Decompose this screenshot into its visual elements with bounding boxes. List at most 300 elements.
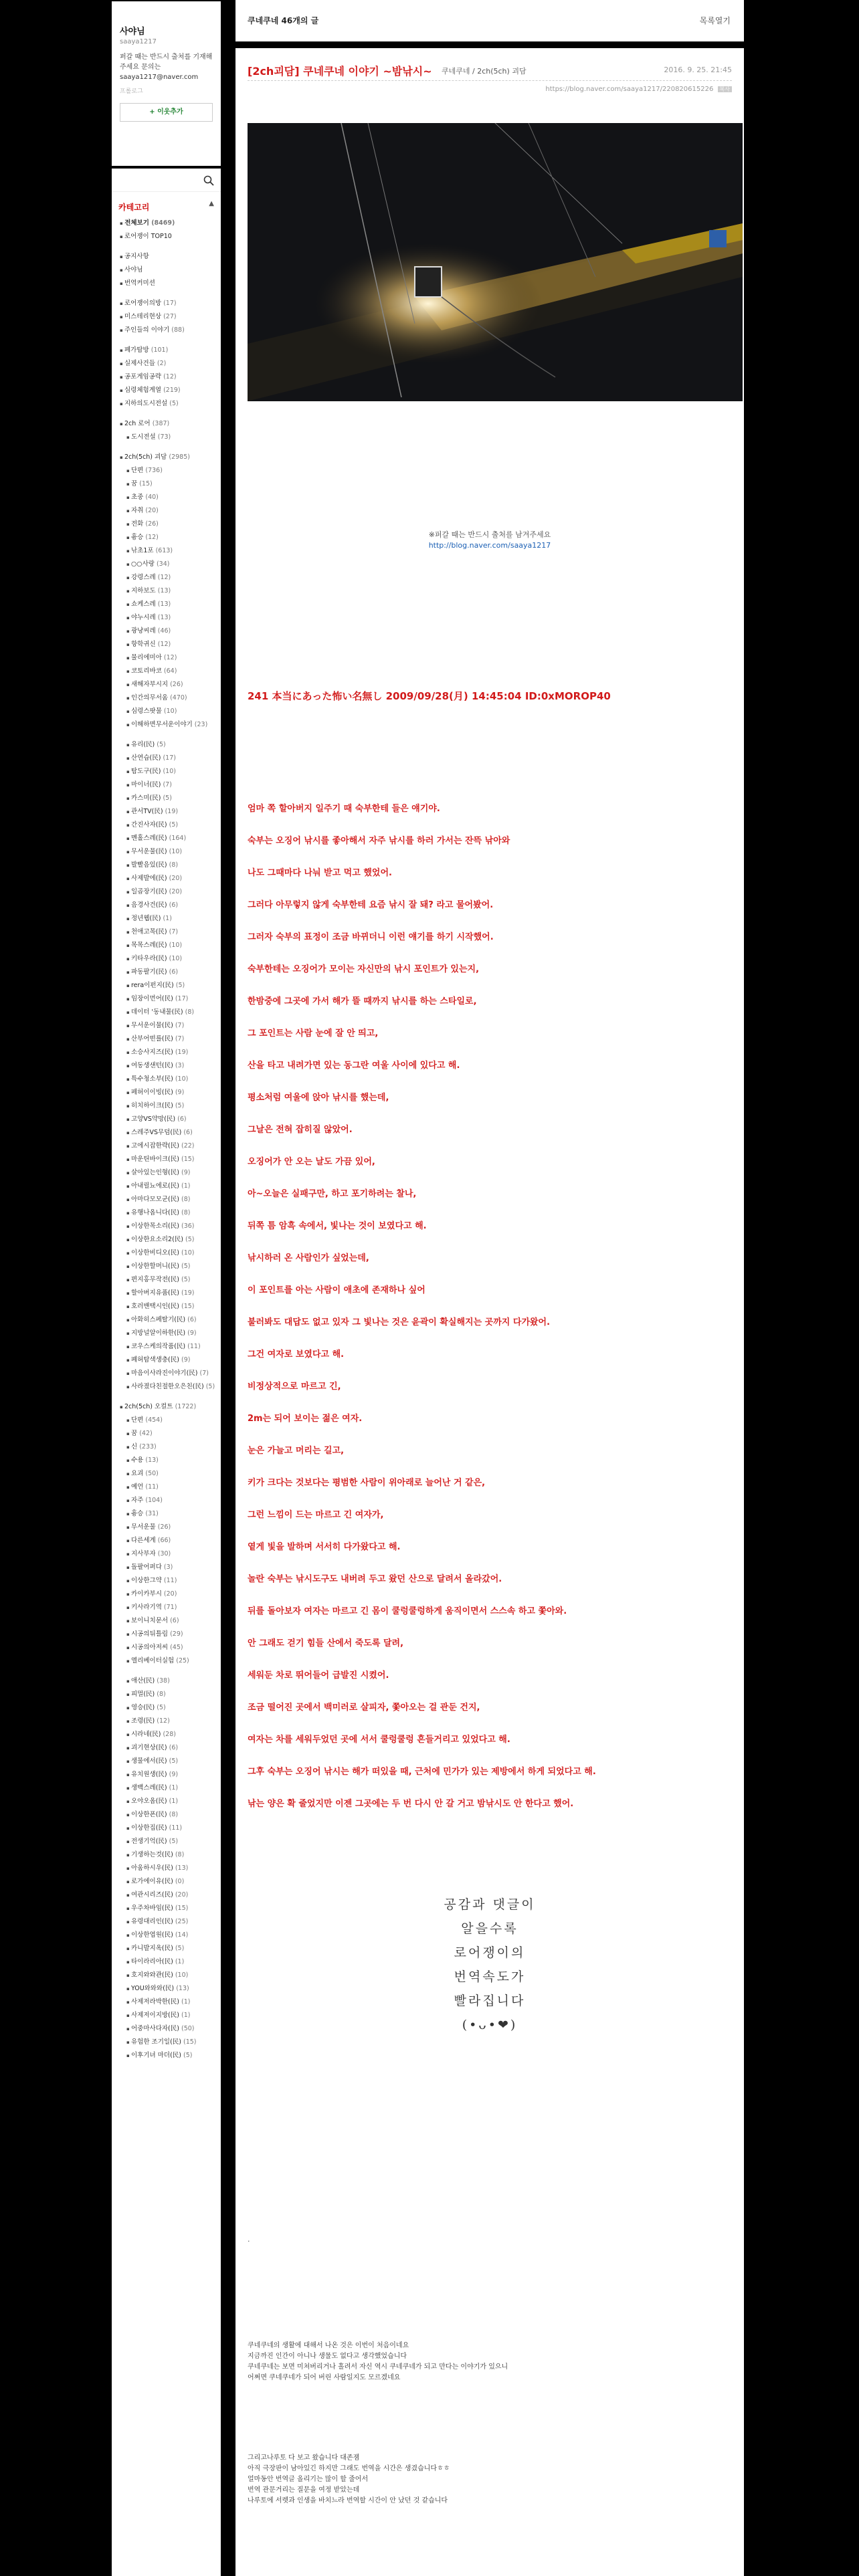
category-item[interactable]	[120, 1380, 221, 1394]
category-item[interactable]	[120, 1400, 221, 1414]
category-item[interactable]	[120, 1287, 221, 1300]
story-line: 키가 크다는 것보다는 평범한 사람이 위아래로 늘어난 거 같은,	[248, 1478, 486, 1488]
category-item[interactable]	[120, 1073, 221, 1086]
watermark	[235, 530, 744, 551]
category-item-count: (11)	[187, 1343, 201, 1350]
category-item[interactable]	[120, 1875, 221, 1889]
category-item-label: 파동팔기(民)	[130, 968, 167, 976]
category-item-label: 마이너(民)	[130, 781, 161, 788]
category-item[interactable]	[120, 979, 221, 992]
post-category[interactable]: 쿠네쿠네 / 2ch(5ch) 괴담	[442, 67, 527, 76]
category-item-count: (5)	[181, 1263, 191, 1270]
category-item-count: (12)	[163, 373, 177, 381]
story-line: 조금 떨어진 곳에서 백미러로 살피자, 쫓아오는 걸 관둔 건지,	[248, 1703, 480, 1713]
category-item[interactable]	[120, 518, 221, 531]
category-item-count: (6)	[169, 1744, 179, 1751]
category-item-count: (9)	[169, 1771, 179, 1778]
photo-illustration	[248, 123, 743, 401]
category-item[interactable]	[120, 384, 221, 397]
category-item[interactable]	[120, 431, 221, 444]
category-item-label: 무서운물	[130, 1523, 156, 1531]
story-line: 숙부한테는 오징어가 모이는 자신만의 낚시 포인트가 있는지,	[248, 964, 480, 974]
watermark-link[interactable]: http://blog.naver.com/saaya1217	[428, 541, 551, 550]
category-item[interactable]	[120, 738, 221, 752]
category-item[interactable]	[120, 939, 221, 952]
category-item[interactable]	[120, 417, 221, 431]
story-line: 그 포인트는 사람 눈에 잘 안 띄고,	[248, 1029, 379, 1039]
category-item-label: 흉승	[130, 534, 144, 541]
category-item[interactable]	[120, 899, 221, 912]
category-item[interactable]	[120, 832, 221, 845]
category-item-count: (6)	[183, 1129, 193, 1136]
category-item[interactable]	[120, 611, 221, 625]
category-item[interactable]	[120, 230, 221, 243]
category-item-label: 괴기현상(民)	[130, 1744, 167, 1751]
story-line: 눈은 가늘고 머리는 길고,	[248, 1446, 345, 1456]
story-line: 그후 숙부는 오징어 낚시는 해가 떠있을 때, 근처에 민가가 있는 제방에서 하게 되었다고 해.	[248, 1767, 596, 1777]
category-item-count: (88)	[171, 326, 185, 334]
category-item-count: (22)	[181, 1142, 195, 1150]
category-item[interactable]	[120, 1481, 221, 1494]
category-item-count: (13)	[157, 587, 171, 595]
category-item[interactable]	[120, 752, 221, 765]
category-item[interactable]	[120, 1848, 221, 1862]
category-item[interactable]	[120, 1915, 221, 1929]
category-item-label: 멘홀스레(民)	[130, 835, 167, 842]
category-item[interactable]	[120, 1996, 221, 2009]
category-item-label: 타이라리아(民)	[130, 1958, 173, 1965]
category-item-label: 시라네(民)	[130, 1731, 161, 1738]
category-item-label: 코토리바코	[130, 667, 162, 675]
category-item[interactable]	[120, 718, 221, 732]
category-item[interactable]	[120, 1300, 221, 1313]
category-item[interactable]	[120, 1327, 221, 1340]
category-item[interactable]	[120, 2009, 221, 2022]
category-item-label: 이상한요소리2(民)	[130, 1236, 184, 1243]
category-item[interactable]	[120, 1862, 221, 1875]
category-item[interactable]	[120, 859, 221, 872]
category-item[interactable]	[120, 1715, 221, 1728]
search-icon[interactable]	[203, 175, 214, 186]
category-item-label: 이상한집(民)	[130, 1824, 167, 1832]
category-item-label: 임장이먼어(民)	[130, 995, 173, 1002]
category-item-count: (42)	[139, 1430, 153, 1437]
post-url[interactable]	[545, 86, 732, 93]
category-item-label: 여동생샌턴(民)	[130, 1062, 173, 1069]
category-item[interactable]	[120, 1140, 221, 1153]
category-item[interactable]	[120, 665, 221, 678]
category-item-label: 카니발지옥(民)	[130, 1945, 173, 1952]
category-item[interactable]	[120, 1467, 221, 1481]
category-item[interactable]	[120, 1822, 221, 1835]
category-item[interactable]	[120, 912, 221, 926]
category-item-label: 이상한할머니(民)	[130, 1263, 179, 1270]
category-item[interactable]	[120, 1741, 221, 1755]
category-item-count: (23)	[194, 721, 208, 728]
category-item-label: 카스미(民)	[130, 794, 161, 802]
category-item[interactable]	[120, 1547, 221, 1561]
story-line: 오징어가 안 오는 날도 가끔 있어,	[248, 1157, 375, 1167]
category-item[interactable]	[120, 1166, 221, 1180]
prolog-link[interactable]: 프롤로그	[120, 88, 143, 95]
category-item[interactable]	[120, 324, 221, 337]
category-item-count: (20)	[163, 1590, 177, 1598]
open-list-button[interactable]: 목록열기	[699, 16, 731, 25]
category-item-label: 생물에서(民)	[130, 1757, 167, 1765]
category-item-count: (5)	[183, 2052, 193, 2059]
profile-id: saaya1217	[120, 38, 157, 45]
category-item-label: 키사라기역	[130, 1604, 162, 1611]
category-item-count: (5)	[157, 741, 166, 748]
category-item-count: (387)	[152, 420, 170, 427]
category-item[interactable]	[120, 344, 221, 357]
category-item-count: (13)	[176, 1985, 189, 1992]
category-item-count: (19)	[181, 1289, 195, 1297]
category-item[interactable]	[120, 1367, 221, 1380]
category-item-count: (26)	[157, 1523, 171, 1531]
category-item[interactable]	[120, 1006, 221, 1019]
category-item-label: 인간의무서움	[130, 694, 169, 702]
category-item[interactable]	[120, 1206, 221, 1220]
category-item[interactable]	[120, 263, 221, 277]
closing-line: 알을수록	[461, 1921, 518, 1936]
category-item[interactable]	[120, 1574, 221, 1588]
category-item-label: 편지홍무작전(民)	[130, 1276, 179, 1283]
category-item-label: YOU와와와(民)	[130, 1985, 175, 1992]
category-item-label: 여관시리즈(民)	[130, 1891, 173, 1899]
closing-message	[235, 1893, 744, 2037]
category-item[interactable]	[120, 1835, 221, 1848]
category-item[interactable]	[120, 792, 221, 805]
category-item-count: (613)	[155, 547, 173, 554]
category-item-label: 정년웹(民)	[130, 915, 161, 922]
category-item-count: (15)	[139, 480, 153, 488]
category-item[interactable]	[120, 357, 221, 370]
note-line: 쿠네쿠네의 생활에 대해서 나온 것은 이번이 처음이네요	[248, 2342, 409, 2349]
category-item-label: 이상한비디오(民)	[130, 1249, 179, 1257]
category-item-label: 데이터 '동내물(民)	[130, 1008, 183, 1016]
category-item[interactable]	[120, 1889, 221, 1902]
translator-postscript	[248, 2453, 450, 2506]
category-item[interactable]	[120, 571, 221, 584]
category-item[interactable]	[120, 1601, 221, 1614]
closing-line: 공감과 댓글이	[444, 1897, 536, 1912]
category-item[interactable]	[120, 1675, 221, 1688]
category-item-label: 유리(民)	[130, 741, 155, 748]
category-item[interactable]	[120, 1701, 221, 1715]
story-line: 뒤쪽 틈 암흑 속에서, 빛나는 것이 보였다고 해.	[248, 1221, 427, 1231]
category-item-label: 이상한폰(民)	[130, 1811, 167, 1818]
category-item[interactable]	[120, 678, 221, 691]
category-item-label: 자취	[130, 507, 144, 514]
category-item[interactable]	[120, 464, 221, 477]
category-item[interactable]	[120, 1768, 221, 1782]
category-item[interactable]	[120, 819, 221, 832]
category-item-count: (2985)	[169, 453, 190, 461]
category-item-label: 산부어떤를(民)	[130, 1035, 173, 1043]
category-item[interactable]	[120, 1193, 221, 1206]
note-line: 나루토에 서렛과 인생을 바치느라 번역할 시간이 안 났던 것 같습니다	[248, 2497, 448, 2504]
category-item-count: (454)	[145, 1416, 163, 1424]
category-item-label: 무서운이물(民)	[130, 1022, 173, 1029]
category-item[interactable]	[120, 1019, 221, 1033]
category-item-count: (9)	[181, 1169, 191, 1176]
category-item[interactable]	[120, 1929, 221, 1942]
story-line: 나도 그때마다 나눠 받고 먹고 했었어.	[248, 868, 392, 878]
category-item-label: 요괴	[130, 1470, 144, 1477]
category-item[interactable]	[120, 310, 221, 324]
category-item-count: (1)	[181, 2012, 191, 2019]
category-item-count: (8)	[181, 1196, 191, 1203]
category-item-count: (46)	[157, 627, 171, 635]
category-panel	[112, 169, 221, 2576]
category-item-count: (12)	[145, 534, 159, 541]
search-row	[112, 169, 221, 192]
category-item[interactable]	[120, 504, 221, 518]
story-line: 여자는 차를 세워두었던 곳에 서서 쿨렁쿨렁 흔들거리고 있었다고 해.	[248, 1735, 510, 1745]
category-item-label: 히치하이크(民)	[130, 1102, 173, 1109]
category-item-label: 이후기녀 마더(民)	[130, 2052, 181, 2059]
category-item[interactable]	[120, 1728, 221, 1741]
category-item[interactable]	[120, 992, 221, 1006]
category-item-count: (29)	[170, 1630, 183, 1638]
category-item-count: (26)	[145, 520, 159, 528]
category-item[interactable]	[120, 651, 221, 665]
category-item[interactable]	[120, 1313, 221, 1327]
category-item[interactable]	[120, 277, 221, 290]
category-item[interactable]	[120, 2036, 221, 2049]
category-item-count: (2)	[157, 360, 167, 367]
category-item-count: (25)	[176, 1657, 189, 1665]
category-item[interactable]	[120, 1046, 221, 1059]
category-item-count: (13)	[145, 1457, 159, 1464]
dot-mark: .	[248, 2235, 250, 2244]
category-item[interactable]	[120, 691, 221, 705]
category-item-count: (5)	[169, 821, 179, 829]
chevron-up-icon[interactable]: ▲	[209, 200, 214, 207]
category-item-label: 광냥씨레	[130, 627, 156, 635]
category-item[interactable]	[120, 1641, 221, 1654]
story-line: 그러자 숙부의 표정이 조금 바뀌더니 이런 얘기를 하기 시작했어.	[248, 932, 494, 942]
copy-url-button[interactable]: 복사	[718, 86, 732, 92]
category-item-label: 보이니치문서	[130, 1617, 169, 1624]
category-item[interactable]	[120, 451, 221, 464]
category-item[interactable]	[120, 544, 221, 558]
category-item-count: (8)	[169, 1811, 179, 1818]
category-item-count: (40)	[145, 494, 159, 501]
category-item-label: 시공의아저씨	[130, 1644, 169, 1651]
category-item[interactable]	[120, 1260, 221, 1273]
category-item[interactable]	[120, 1220, 221, 1233]
category-item-count: (10)	[175, 1971, 189, 1979]
category-item-label: 지하의도시전설	[124, 400, 168, 407]
category-item[interactable]	[120, 477, 221, 491]
category-item[interactable]	[120, 1454, 221, 1467]
category-item-label: 이해하면무서운이야기	[130, 721, 193, 728]
category-item[interactable]	[120, 1902, 221, 1915]
category-item[interactable]	[120, 584, 221, 598]
category-item[interactable]	[120, 1340, 221, 1354]
category-item[interactable]	[120, 1521, 221, 1534]
category-item-label: 할아버지유품(民)	[130, 1289, 179, 1297]
category-item[interactable]	[120, 638, 221, 651]
category-item-label: 애산(民)	[130, 1677, 155, 1685]
category-item[interactable]	[120, 1440, 221, 1454]
category-item[interactable]	[120, 1059, 221, 1073]
note-line: 아직 극장판이 남아있긴 하지만 그래도 번역을 시간은 생겼습니다ㅎㅎ	[248, 2465, 450, 2472]
category-item[interactable]	[120, 531, 221, 544]
category-item[interactable]	[120, 1782, 221, 1795]
category-item-count: (736)	[145, 467, 163, 474]
category-item[interactable]	[120, 705, 221, 718]
category-item[interactable]	[120, 1233, 221, 1247]
category-item-label: 소승사지즈(民)	[130, 1049, 173, 1056]
category-item[interactable]	[120, 2022, 221, 2036]
category-item[interactable]	[120, 1688, 221, 1701]
category-item-label: 오야오옵(民)	[130, 1798, 167, 1805]
category-item[interactable]	[120, 217, 221, 230]
category-item[interactable]	[120, 1099, 221, 1113]
category-item-count: (30)	[157, 1550, 171, 1558]
category-item[interactable]	[120, 1942, 221, 1955]
category-item[interactable]	[120, 1808, 221, 1822]
category-item[interactable]	[120, 1153, 221, 1166]
story-line: 세워둔 차로 뛰어들어 급발진 시켰어.	[248, 1671, 389, 1681]
category-item-count: (104)	[145, 1497, 163, 1504]
category-item-count: (5)	[185, 1236, 195, 1243]
story-line: 안 그래도 걷기 힘들 산에서 죽도록 달려,	[248, 1638, 404, 1648]
category-item[interactable]	[120, 397, 221, 411]
category-item-label: 단편	[130, 1416, 144, 1424]
category-item[interactable]	[120, 625, 221, 638]
category-item-count: (5)	[181, 1276, 191, 1283]
category-item[interactable]	[120, 1507, 221, 1521]
category-item-label: 페허이이빙(民)	[130, 1089, 173, 1096]
category-item-count: (15)	[175, 1905, 189, 1912]
note-line: 지금까진 인간이 아니나 생물도 없다고 생각했었습니다	[248, 2353, 407, 2360]
category-item-label: 돌팔어퍼다	[130, 1564, 162, 1571]
category-item[interactable]	[120, 558, 221, 571]
category-item-count: (31)	[145, 1510, 159, 1517]
category-item-count: (9)	[187, 1329, 197, 1337]
category-item[interactable]	[120, 1427, 221, 1440]
category-item-label: 공지사항	[124, 253, 149, 260]
category-item-count: (12)	[157, 641, 171, 648]
add-neighbor-button[interactable]: + 이웃추가	[120, 103, 213, 122]
category-item[interactable]	[120, 491, 221, 504]
category-item[interactable]	[120, 1588, 221, 1601]
category-item[interactable]	[120, 1033, 221, 1046]
category-item[interactable]	[120, 1755, 221, 1768]
profile-name: 사야님	[120, 27, 145, 37]
category-item[interactable]	[120, 1126, 221, 1140]
category-item[interactable]	[120, 1534, 221, 1547]
post-list-bar	[235, 0, 744, 41]
category-item[interactable]	[120, 250, 221, 263]
category-item[interactable]	[120, 1614, 221, 1628]
category-item-label: 수용	[130, 1457, 144, 1464]
category-item-count: (8)	[169, 861, 179, 869]
category-item-count: (7)	[175, 1035, 185, 1043]
category-item[interactable]	[120, 1561, 221, 1574]
category-item[interactable]	[120, 598, 221, 611]
category-item-label: 천애고목(民)	[130, 928, 167, 936]
category-item[interactable]	[120, 1955, 221, 1969]
category-item-count: (50)	[181, 2025, 195, 2032]
category-heading[interactable]	[112, 192, 221, 217]
category-item-count: (10)	[181, 1249, 195, 1257]
category-item-count: (7)	[169, 928, 179, 936]
category-item-label: 고양VS약망(民)	[130, 1115, 176, 1123]
category-item[interactable]	[120, 805, 221, 819]
category-item-label: 아내릴뇨에로(民)	[130, 1182, 179, 1190]
category-item[interactable]	[120, 1273, 221, 1287]
category-item[interactable]	[120, 1354, 221, 1367]
category-item-count: (28)	[163, 1731, 176, 1738]
category-item[interactable]	[120, 1180, 221, 1193]
category-item-count: (8)	[181, 1209, 191, 1216]
category-item-count: (5)	[169, 1838, 179, 1845]
category-item[interactable]	[120, 1086, 221, 1099]
category-item-label: 꿈	[130, 480, 138, 488]
category-item[interactable]	[120, 1247, 221, 1260]
category-item[interactable]	[120, 1969, 221, 1982]
category-item[interactable]	[120, 1113, 221, 1126]
category-item[interactable]	[120, 765, 221, 778]
category-item[interactable]	[120, 872, 221, 885]
category-item-count: (15)	[181, 1303, 195, 1310]
category-item[interactable]	[120, 1795, 221, 1808]
post-title[interactable]: [2ch괴담] 쿠네쿠네 이야기 ~밤낚시~	[248, 65, 432, 78]
category-item[interactable]	[120, 297, 221, 310]
category-item[interactable]	[120, 885, 221, 899]
category-item-count: (10)	[163, 768, 176, 775]
category-item[interactable]	[120, 1654, 221, 1668]
category-item[interactable]	[120, 370, 221, 384]
category-item-count: (20)	[169, 875, 183, 882]
category-item[interactable]	[120, 2049, 221, 2062]
category-item-label: 쇼케스레	[130, 601, 156, 608]
category-item[interactable]	[120, 778, 221, 792]
category-item[interactable]	[120, 1414, 221, 1427]
story-line: 비정상적으로 마르고 긴,	[248, 1382, 341, 1392]
category-item-label: 아화히스페탈기(民)	[130, 1316, 186, 1323]
story-line: 불러봐도 대답도 없고 있자 그 빛나는 것은 윤곽이 확실해지는 곳까지 다가왔어.	[248, 1317, 551, 1327]
category-item[interactable]	[120, 1494, 221, 1507]
category-item[interactable]	[120, 926, 221, 939]
category-item[interactable]	[120, 966, 221, 979]
category-item[interactable]	[120, 845, 221, 859]
category-item-count: (27)	[163, 313, 177, 320]
post-url-text: https://blog.naver.com/saaya1217/220820615226	[545, 86, 714, 93]
story-line: 아~오늘은 실패구만, 하고 포기하려는 찰나,	[248, 1189, 417, 1199]
category-item[interactable]	[120, 1628, 221, 1641]
category-item-label: 지하보도	[130, 587, 156, 595]
post-date: 2016. 9. 25. 21:45	[664, 66, 732, 74]
category-item-count: (11)	[169, 1824, 183, 1832]
category-item[interactable]	[120, 1982, 221, 1996]
category-item-count: (5)	[175, 1102, 185, 1109]
category-item-label: 2ch 로어	[124, 420, 151, 427]
category-item-count: (9)	[181, 1356, 191, 1364]
category-item[interactable]	[120, 952, 221, 966]
story-line: 낚시하러 온 사람인가 싶었는데,	[248, 1253, 369, 1263]
category-item-label: 이상한목소리(民)	[130, 1222, 179, 1230]
category-item-label: 초중	[130, 494, 144, 501]
category-item-count: (45)	[170, 1644, 183, 1651]
category-item-label: 어중마사다자(民)	[130, 2025, 179, 2032]
category-item-label: 기생하는것(民)	[130, 1851, 173, 1858]
